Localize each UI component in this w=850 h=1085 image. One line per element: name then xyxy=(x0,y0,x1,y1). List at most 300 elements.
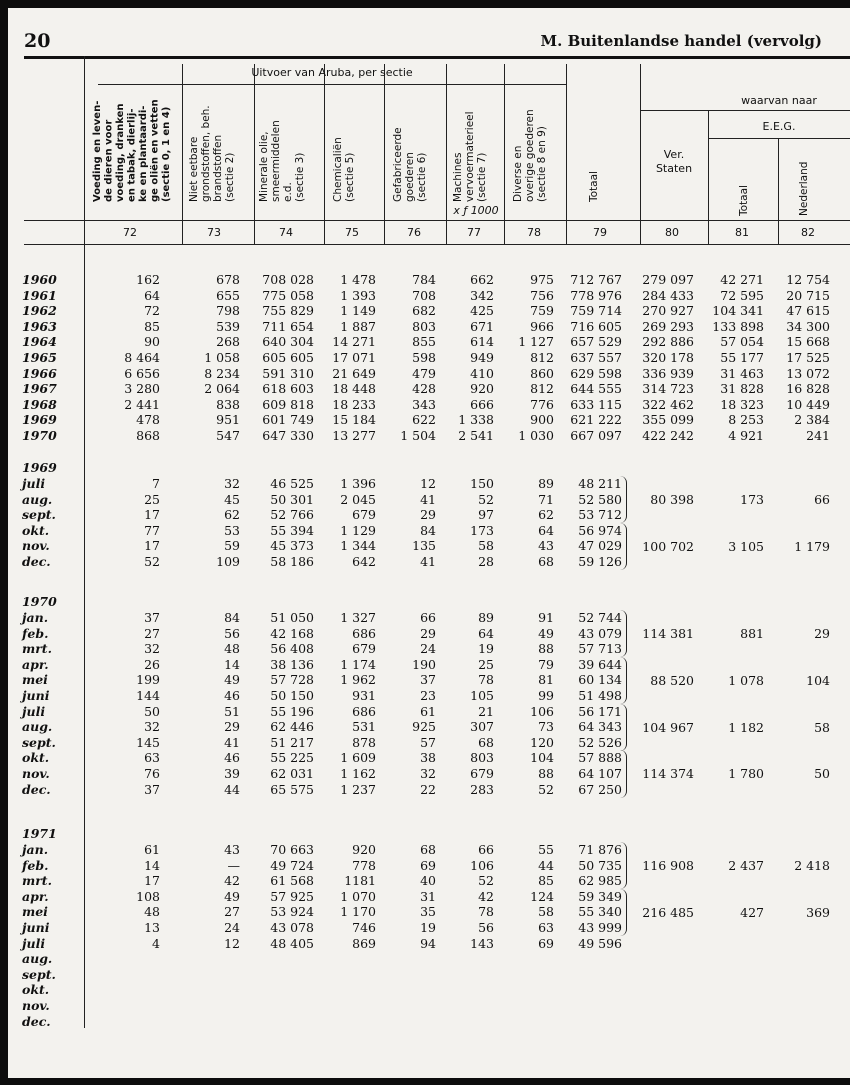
cell: 41 xyxy=(420,554,436,569)
cell: 931 xyxy=(352,688,376,703)
row-label: juli xyxy=(22,704,46,719)
cell: 25 xyxy=(478,657,494,672)
quarter-value: 1 182 xyxy=(728,720,764,735)
cell: 61 xyxy=(420,704,436,719)
cell: 49 xyxy=(538,626,554,641)
month-row xyxy=(8,842,850,858)
cell: 43 079 xyxy=(578,626,622,641)
cell: 59 xyxy=(224,538,240,553)
cell: 284 433 xyxy=(642,288,694,303)
cell: 34 300 xyxy=(786,319,830,334)
cell: 85 xyxy=(144,319,160,334)
month-row xyxy=(8,1014,850,1030)
row-label: juni xyxy=(22,920,50,935)
row-label: juni xyxy=(22,688,50,703)
cell: 38 136 xyxy=(270,657,314,672)
cell: 56 974 xyxy=(578,523,622,538)
cell: 601 749 xyxy=(262,412,314,427)
annual-row xyxy=(8,412,850,428)
cell: 21 649 xyxy=(332,366,376,381)
cell: 53 712 xyxy=(578,507,622,522)
cell: 45 373 xyxy=(270,538,314,553)
cell: 32 xyxy=(144,641,160,656)
quarter-value: 173 xyxy=(740,492,764,507)
cell: 97 xyxy=(478,507,494,522)
cell: 47 029 xyxy=(578,538,622,553)
row-label: 1961 xyxy=(22,288,57,303)
cell: 43 xyxy=(538,538,554,553)
cell: 29 xyxy=(420,507,436,522)
annual-row xyxy=(8,288,850,304)
cell: 2 045 xyxy=(340,492,376,507)
cell: 46 xyxy=(224,688,240,703)
quarter-value: 1 780 xyxy=(728,766,764,781)
cell: 1 237 xyxy=(340,782,376,797)
cell: 81 xyxy=(538,672,554,687)
cell: 1 393 xyxy=(340,288,376,303)
cell: 8 253 xyxy=(728,412,764,427)
cell: 57 713 xyxy=(578,641,622,656)
column-header-81: Totaal xyxy=(738,185,750,216)
cell: 655 xyxy=(216,288,240,303)
cell: 69 xyxy=(538,936,554,951)
cell: 52 580 xyxy=(578,492,622,507)
quarter-brace xyxy=(620,889,627,936)
row-label: 1965 xyxy=(22,350,57,365)
cell: 59 126 xyxy=(578,554,622,569)
cell: 39 xyxy=(224,766,240,781)
cell: 12 xyxy=(224,936,240,951)
cell: 26 xyxy=(144,657,160,672)
cell: 49 724 xyxy=(270,858,314,873)
cell: 860 xyxy=(530,366,554,381)
cell: 32 xyxy=(224,476,240,491)
month-row xyxy=(8,982,850,998)
month-row xyxy=(8,719,850,735)
cell: 682 xyxy=(412,303,436,318)
cell: 428 xyxy=(412,381,436,396)
waarvan-naar-header: waarvan naar xyxy=(741,94,817,107)
row-label: 1968 xyxy=(22,397,57,412)
column-header-76: Gefabriceerde goederen (sectie 6) xyxy=(392,127,428,202)
quarter-value: 1 179 xyxy=(794,539,830,554)
cell: 52 xyxy=(538,782,554,797)
cell: 133 898 xyxy=(712,319,764,334)
cell: 900 xyxy=(530,412,554,427)
cell: 42 271 xyxy=(720,272,764,287)
month-row xyxy=(8,523,850,539)
year-label xyxy=(8,460,850,476)
row-label: aug. xyxy=(22,492,53,507)
year-label xyxy=(8,826,850,842)
cell: 1 887 xyxy=(340,319,376,334)
cell: 1 070 xyxy=(340,889,376,904)
cell: 1 127 xyxy=(518,334,554,349)
cell: 10 449 xyxy=(786,397,830,412)
cell: 776 xyxy=(530,397,554,412)
cell: 17 xyxy=(144,538,160,553)
row-label: 1970 xyxy=(22,428,57,443)
col-divider xyxy=(446,64,447,244)
cell: 62 xyxy=(224,507,240,522)
cell: 51 xyxy=(224,704,240,719)
row-label: feb. xyxy=(22,858,49,873)
cell: 8 234 xyxy=(204,366,240,381)
cell: 716 605 xyxy=(570,319,622,334)
quarter-value: 216 485 xyxy=(642,905,694,920)
cell: 1 162 xyxy=(340,766,376,781)
waarvan-rule xyxy=(640,110,850,111)
cell: 1 338 xyxy=(458,412,494,427)
cell: 1 058 xyxy=(204,350,240,365)
cell: 629 598 xyxy=(570,366,622,381)
cell: 58 186 xyxy=(270,554,314,569)
cell: 784 xyxy=(412,272,436,287)
cell: 25 xyxy=(144,492,160,507)
column-header-78: Diverse en overige goederen (sectie 8 en 9) xyxy=(512,109,548,202)
row-label: okt. xyxy=(22,982,50,997)
cell: 43 999 xyxy=(578,920,622,935)
cell: 51 498 xyxy=(578,688,622,703)
cell: 678 xyxy=(216,272,240,287)
cell: 52 xyxy=(478,492,494,507)
cell: 642 xyxy=(352,554,376,569)
row-label: aug. xyxy=(22,719,53,734)
cell: 1 478 xyxy=(340,272,376,287)
row-label: jan. xyxy=(22,610,49,625)
cell: 17 xyxy=(144,507,160,522)
cell: 64 xyxy=(478,626,494,641)
year-label xyxy=(8,594,850,610)
cell: 55 xyxy=(538,842,554,857)
cell: 42 xyxy=(224,873,240,888)
cell: 79 xyxy=(538,657,554,672)
cell: 190 xyxy=(412,657,436,672)
quarter-value: 3 105 xyxy=(728,539,764,554)
cell: 72 595 xyxy=(720,288,764,303)
cell: 135 xyxy=(412,538,436,553)
cell: 1 962 xyxy=(340,672,376,687)
cell: 17 525 xyxy=(786,350,830,365)
cell: 1 030 xyxy=(518,428,554,443)
cell: 869 xyxy=(352,936,376,951)
cell: 41 xyxy=(420,492,436,507)
cell: 43 xyxy=(224,842,240,857)
cell: 686 xyxy=(352,626,376,641)
row-label: nov. xyxy=(22,538,50,553)
column-header-79: Totaal xyxy=(588,171,600,202)
cell: 410 xyxy=(470,366,494,381)
cell: 104 xyxy=(530,750,554,765)
row-label: 1963 xyxy=(22,319,57,334)
month-row xyxy=(8,657,850,673)
cell: 57 925 xyxy=(270,889,314,904)
cell: 633 115 xyxy=(570,397,622,412)
cell: 48 xyxy=(144,904,160,919)
cell: 108 xyxy=(136,889,160,904)
cell: 1 504 xyxy=(400,428,436,443)
cell: 679 xyxy=(352,507,376,522)
cell: 778 976 xyxy=(570,288,622,303)
quarter-value: 369 xyxy=(806,905,830,920)
column-number: 73 xyxy=(207,226,221,239)
cell: 51 050 xyxy=(270,610,314,625)
cell: 269 293 xyxy=(642,319,694,334)
month-row xyxy=(8,904,850,920)
cell: 51 217 xyxy=(270,735,314,750)
month-row xyxy=(8,641,850,657)
cell: 4 921 xyxy=(728,428,764,443)
cell: 143 xyxy=(470,936,494,951)
cell: 89 xyxy=(478,610,494,625)
column-number: 79 xyxy=(593,226,607,239)
cell: 712 767 xyxy=(570,272,622,287)
cell: 778 xyxy=(352,858,376,873)
cell: 145 xyxy=(136,735,160,750)
cell: 605 605 xyxy=(262,350,314,365)
cell: 975 xyxy=(530,272,554,287)
row-label: 1967 xyxy=(22,381,57,396)
annual-row xyxy=(8,428,850,444)
group-header: Uitvoer van Aruba, per sectie xyxy=(251,66,413,79)
cell: 14 xyxy=(224,657,240,672)
cell: 27 xyxy=(224,904,240,919)
cell: 120 xyxy=(530,735,554,750)
cell: 13 xyxy=(144,920,160,935)
col-divider xyxy=(504,64,505,244)
cell: 52 xyxy=(478,873,494,888)
cell: 32 xyxy=(144,719,160,734)
cell: 57 xyxy=(420,735,436,750)
cell: 64 xyxy=(538,523,554,538)
annual-row xyxy=(8,334,850,350)
cell: 12 xyxy=(420,476,436,491)
column-header-72: Voeding en leven- de dieren voor voeding, dranken en tabak, dierlij- ke en plantaardi- ge oliën en vetten (sectie 0, 1 en 4) xyxy=(92,99,172,202)
cell: 241 xyxy=(806,428,830,443)
cell: 199 xyxy=(136,672,160,687)
cell: 73 xyxy=(538,719,554,734)
section-title: M. Buitenlandse handel (vervolg) xyxy=(540,32,822,50)
cell: 14 271 xyxy=(332,334,376,349)
cell: 855 xyxy=(412,334,436,349)
cell: 759 xyxy=(530,303,554,318)
cell: 949 xyxy=(470,350,494,365)
cell: 28 xyxy=(478,554,494,569)
cell: 53 xyxy=(224,523,240,538)
cell: 270 927 xyxy=(642,303,694,318)
cell: 618 603 xyxy=(262,381,314,396)
cell: 27 xyxy=(144,626,160,641)
cell: 55 196 xyxy=(270,704,314,719)
cell: 2 064 xyxy=(204,381,240,396)
cell: 3 280 xyxy=(124,381,160,396)
cell: 48 211 xyxy=(578,476,622,491)
column-number: 75 xyxy=(345,226,359,239)
cell: 679 xyxy=(352,641,376,656)
quarter-value: 100 702 xyxy=(642,539,694,554)
cell: 307 xyxy=(470,719,494,734)
cell: 68 xyxy=(420,842,436,857)
quarter-brace xyxy=(620,476,627,523)
cell: 99 xyxy=(538,688,554,703)
cell: 77 xyxy=(144,523,160,538)
cell: 314 723 xyxy=(642,381,694,396)
cell: 105 xyxy=(470,688,494,703)
cell: 621 222 xyxy=(570,412,622,427)
cell: 91 xyxy=(538,610,554,625)
cell: 798 xyxy=(216,303,240,318)
cell: 925 xyxy=(412,719,436,734)
cell: 109 xyxy=(216,554,240,569)
cell: 838 xyxy=(216,397,240,412)
cell: 920 xyxy=(470,381,494,396)
cell: 88 xyxy=(538,766,554,781)
cell: 24 xyxy=(420,641,436,656)
cell: 38 xyxy=(420,750,436,765)
cell: 4 xyxy=(152,936,160,951)
cell: 803 xyxy=(412,319,436,334)
column-header-75: Chemicaliën (sectie 5) xyxy=(332,137,356,202)
cell: 35 xyxy=(420,904,436,919)
row-label: 1969 xyxy=(22,460,57,475)
cell: 65 575 xyxy=(270,782,314,797)
cell: 78 xyxy=(478,904,494,919)
cell: 62 985 xyxy=(578,873,622,888)
column-number: 76 xyxy=(407,226,421,239)
cell: 63 xyxy=(538,920,554,935)
cell: 708 xyxy=(412,288,436,303)
cell: 17 071 xyxy=(332,350,376,365)
cell: 671 xyxy=(470,319,494,334)
cell: 2 541 xyxy=(458,428,494,443)
column-number: 72 xyxy=(123,226,137,239)
cell: 342 xyxy=(470,288,494,303)
cell: 64 107 xyxy=(578,766,622,781)
month-row xyxy=(8,735,850,751)
unit-label: x ƒ 1000 xyxy=(453,204,499,217)
quarter-value: 104 xyxy=(806,673,830,688)
cell: 268 xyxy=(216,334,240,349)
annual-row xyxy=(8,319,850,335)
cell: 58 xyxy=(478,538,494,553)
month-row xyxy=(8,492,850,508)
cell: 66 xyxy=(478,842,494,857)
cell: 13 072 xyxy=(786,366,830,381)
month-row xyxy=(8,538,850,554)
cell: 812 xyxy=(530,350,554,365)
cell: 1 609 xyxy=(340,750,376,765)
cell: 1181 xyxy=(344,873,376,888)
cell: 355 099 xyxy=(642,412,694,427)
cell: 49 596 xyxy=(578,936,622,951)
row-label: juli xyxy=(22,476,46,491)
cell: 48 405 xyxy=(270,936,314,951)
cell: 55 225 xyxy=(270,750,314,765)
cell: 68 xyxy=(538,554,554,569)
col-divider xyxy=(324,64,325,244)
cell: 39 644 xyxy=(578,657,622,672)
cell: 1 344 xyxy=(340,538,376,553)
cell: 56 xyxy=(478,920,494,935)
cell: 31 463 xyxy=(720,366,764,381)
quarter-value: 88 520 xyxy=(650,673,694,688)
cell: — xyxy=(227,858,240,873)
column-number: 81 xyxy=(735,226,749,239)
column-header-73: Niet eetbare grondstoffen, beh. brandstoffen (sectie 2) xyxy=(188,105,236,202)
cell: 1 149 xyxy=(340,303,376,318)
quarter-value: 116 908 xyxy=(642,858,694,873)
cell: 47 615 xyxy=(786,303,830,318)
month-row xyxy=(8,920,850,936)
cell: 43 078 xyxy=(270,920,314,935)
quarter-value: 1 078 xyxy=(728,673,764,688)
cell: 42 168 xyxy=(270,626,314,641)
quarter-value: 50 xyxy=(814,766,830,781)
annual-row xyxy=(8,303,850,319)
cell: 657 529 xyxy=(570,334,622,349)
month-row xyxy=(8,967,850,983)
cell: 76 xyxy=(144,766,160,781)
cell: 56 171 xyxy=(578,704,622,719)
cell: 144 xyxy=(136,688,160,703)
cell: 478 xyxy=(136,412,160,427)
cell: 1 327 xyxy=(340,610,376,625)
cell: 94 xyxy=(420,936,436,951)
cell: 640 304 xyxy=(262,334,314,349)
cell: 292 886 xyxy=(642,334,694,349)
row-label: okt. xyxy=(22,750,50,765)
cell: 16 828 xyxy=(786,381,830,396)
row-label: jan. xyxy=(22,842,49,857)
column-number: 82 xyxy=(801,226,815,239)
cell: 55 340 xyxy=(578,904,622,919)
cell: 539 xyxy=(216,319,240,334)
row-label: 1962 xyxy=(22,303,57,318)
column-header-77: Machines vervoermaterieel (sectie 7) xyxy=(452,111,488,202)
cell: 966 xyxy=(530,319,554,334)
cell: 23 xyxy=(420,688,436,703)
cell: 951 xyxy=(216,412,240,427)
cell: 90 xyxy=(144,334,160,349)
cell: 44 xyxy=(538,858,554,873)
header-bottom-rule xyxy=(24,220,850,221)
cell: 746 xyxy=(352,920,376,935)
month-row xyxy=(8,766,850,782)
col-divider xyxy=(384,64,385,244)
cell: 37 xyxy=(144,610,160,625)
cell: 812 xyxy=(530,381,554,396)
quarter-value: 66 xyxy=(814,492,830,507)
row-label: 1960 xyxy=(22,272,57,287)
cell: 40 xyxy=(420,873,436,888)
column-number: 77 xyxy=(467,226,481,239)
cell: 647 330 xyxy=(262,428,314,443)
cell: 56 408 xyxy=(270,641,314,656)
cell: 637 557 xyxy=(570,350,622,365)
quarter-value: 58 xyxy=(814,720,830,735)
cell: 320 178 xyxy=(642,350,694,365)
quarter-value: 881 xyxy=(740,626,764,641)
quarter-value: 104 967 xyxy=(642,720,694,735)
month-row xyxy=(8,750,850,766)
annual-row xyxy=(8,272,850,288)
cell: 591 310 xyxy=(262,366,314,381)
cell: 20 715 xyxy=(786,288,830,303)
cell: 662 xyxy=(470,272,494,287)
cell: 547 xyxy=(216,428,240,443)
cell: 150 xyxy=(470,476,494,491)
cell: 53 924 xyxy=(270,904,314,919)
